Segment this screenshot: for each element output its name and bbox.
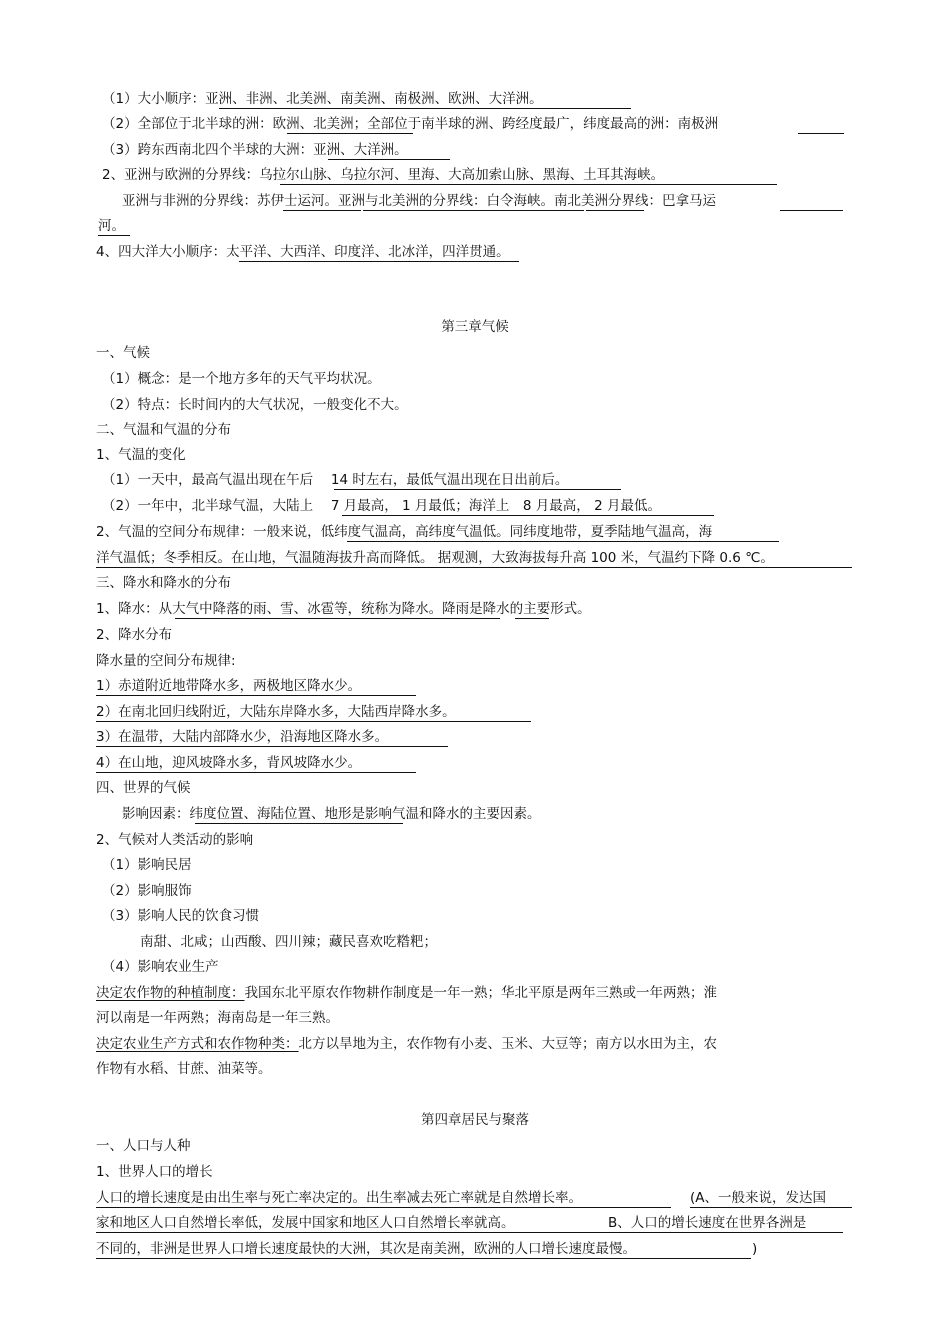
- text-line: 2、气温的空间分布规律：一般来说，低纬度气温高，高纬度气温低。同纬度地带，夏季陆地气温高，海: [96, 524, 713, 540]
- text-span: 北方以旱地为主，农作物有小麦、玉米、大豆等；南方以水田为主，农: [298, 1036, 717, 1052]
- underline-rule: [96, 746, 448, 747]
- section-heading: 四、世界的气候: [96, 780, 191, 796]
- section-heading: 二、气温和气温的分布: [96, 422, 231, 438]
- text-line: [96, 1035, 717, 1053]
- text-line: 影响因素：纬度位置、海陆位置、地形是影响气温和降水的主要因素。: [122, 806, 541, 822]
- text-line: 河。: [98, 218, 125, 234]
- text-line: (A、一般来说，发达国: [690, 1190, 827, 1206]
- underlined-term: 决定农业生产方式和农作物种类：: [96, 1036, 299, 1052]
- underline-rule: [515, 618, 549, 619]
- underline-rule: [96, 772, 416, 773]
- text-line: 亚洲与非洲的分界线：苏伊士运河。亚洲与北美洲的分界线：白令海峡。南北美洲分界线：巴拿马运: [122, 193, 716, 209]
- text-line: ): [752, 1241, 758, 1257]
- text-line: 1、世界人口的增长: [96, 1164, 213, 1180]
- text-line: [96, 984, 717, 1002]
- text-line: 2、降水分布: [96, 627, 173, 643]
- text-line: 洋气温低；冬季相反。在山地，气温随海拔升高而降低。 据观测，大致海拔每升高 100 米，气温约下降 0.6 ℃。: [96, 550, 774, 566]
- underline-rule: [96, 721, 531, 722]
- underlined-term: 决定农作物的种植制度：: [96, 985, 245, 1001]
- text-line: 1）赤道附近地带降水多，两极地区降水少。: [96, 678, 362, 694]
- text-line: 作物有水稻、甘蔗、油菜等。: [96, 1061, 272, 1077]
- underline-rule: [239, 261, 519, 262]
- underline-rule: [342, 515, 714, 516]
- underline-rule: [280, 184, 777, 185]
- text-span: 我国东北平原农作物耕作制度是一年一熟；华北平原是两年三熟或一年两熟；淮: [244, 985, 717, 1001]
- underline-rule: [96, 1207, 671, 1208]
- text-line: （1）一天中，最高气温出现在午后 14 时左右，最低气温出现在日出前后。: [102, 472, 569, 488]
- text-line: 1、气温的变化: [96, 447, 186, 463]
- underline-rule: [283, 210, 361, 211]
- chapter-title: 第三章气候: [441, 319, 509, 335]
- text-line: 1、降水：从大气中降落的雨、雪、冰雹等，统称为降水。降雨是降水的主要形式。: [96, 601, 591, 617]
- text-line: 2、气候对人类活动的影响: [96, 832, 254, 848]
- underline-rule: [96, 1232, 843, 1233]
- text-line: （1）大小顺序：亚洲、非洲、北美洲、南美洲、南极洲、欧洲、大洋洲。: [102, 91, 543, 107]
- text-line: 2、亚洲与欧洲的分界线：乌拉尔山脉、乌拉尔河、里海、大高加索山脉、黑海、土耳其海峡。: [102, 167, 665, 183]
- text-line: 4）在山地，迎风坡降水多，背风坡降水少。: [96, 755, 362, 771]
- text-line: 4、四大洋大小顺序：太平洋、大西洋、印度洋、北冰洋，四洋贯通。: [96, 244, 510, 260]
- text-line: 家和地区人口自然增长率低，发展中国家和地区人口自然增长率就高。: [96, 1215, 515, 1231]
- underline-rule: [287, 133, 413, 134]
- text-line: （3）影响人民的饮食习惯: [102, 908, 260, 924]
- chapter-title: 第四章居民与聚落: [421, 1112, 529, 1128]
- text-line: 人口的增长速度是由出生率与死亡率决定的。出生率减去死亡率就是自然增长率。: [96, 1190, 582, 1206]
- underline-rule: [363, 210, 584, 211]
- text-line: （4）影响农业生产: [102, 959, 219, 975]
- text-line: （2）影响服饰: [102, 883, 192, 899]
- text-line: 降水量的空间分布规律:: [96, 653, 236, 669]
- text-line: 不同的，非洲是世界人口增长速度最快的大洲，其次是南美洲，欧洲的人口增长速度最慢。: [96, 1241, 636, 1257]
- section-heading: 一、气候: [96, 345, 150, 361]
- underline-rule: [690, 1207, 852, 1208]
- text-line: （3）跨东西南北四个半球的大洲：亚洲、大洋洲。: [102, 142, 408, 158]
- underline-rule: [175, 618, 500, 619]
- text-line: （2）特点：长时间内的大气状况，一般变化不大。: [102, 397, 408, 413]
- underline-rule: [586, 210, 644, 211]
- underline-rule: [98, 235, 130, 236]
- underline-rule: [780, 210, 843, 211]
- text-line: （2）一年中，北半球气温，大陆上 7 月最高， 1 月最低；海洋上 8 月最高， 2 月最低。: [102, 498, 661, 514]
- section-heading: 三、降水和降水的分布: [96, 575, 231, 591]
- underline-rule: [195, 823, 403, 824]
- underline-rule: [328, 159, 450, 160]
- underline-rule: [96, 567, 852, 568]
- underline-rule: [96, 695, 416, 696]
- text-line: （1）影响民居: [102, 857, 192, 873]
- underline-rule: [347, 541, 779, 542]
- underline-rule: [219, 108, 631, 109]
- text-line: （1）概念：是一个地方多年的天气平均状况。: [102, 371, 381, 387]
- underline-rule: [798, 133, 844, 134]
- text-line: 3）在温带，大陆内部降水少，沿海地区降水多。: [96, 729, 389, 745]
- text-line: 2）在南北回归线附近，大陆东岸降水多，大陆西岸降水多。: [96, 704, 456, 720]
- underline-rule: [96, 1258, 751, 1259]
- underline-rule: [334, 489, 621, 490]
- text-line: 南甜、北咸；山西酸、四川辣；藏民喜欢吃糌粑；: [140, 934, 437, 950]
- text-line: （2）全部位于北半球的洲：欧洲、北美洲；全部位于南半球的洲、跨经度最广，纬度最高的洲：南极洲: [102, 116, 719, 132]
- text-line: 河以南是一年两熟；海南岛是一年三熟。: [96, 1010, 339, 1026]
- text-line: B、人口的增长速度在世界各洲是: [608, 1215, 807, 1231]
- section-heading: 一、人口与人种: [96, 1138, 191, 1154]
